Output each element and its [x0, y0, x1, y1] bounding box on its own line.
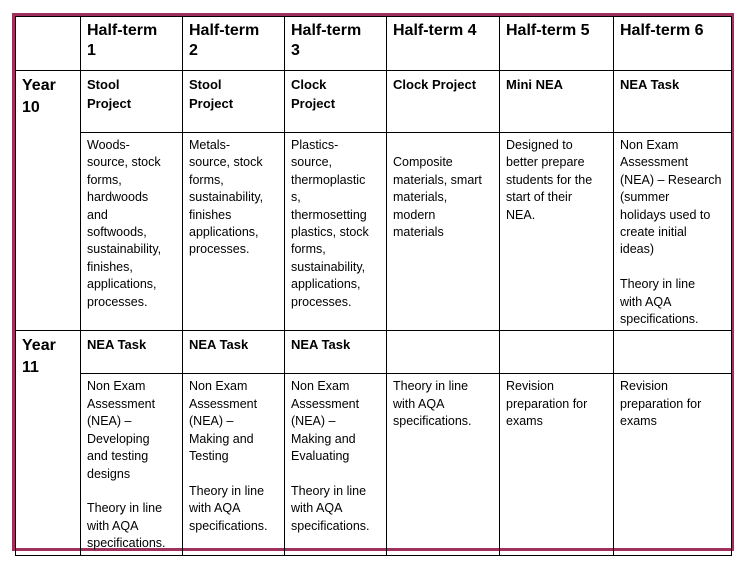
detail-cell: Revision preparation for exams	[614, 374, 732, 555]
project-cell	[614, 331, 732, 374]
detail-cell: Revision preparation for exams	[500, 374, 614, 555]
detail-cell: Woods- source, stock forms, hardwoods and softwoods, sustainability, finishes, applications, processes.	[81, 133, 183, 331]
detail-cell: Composite materials, smart materials, modern materials	[387, 133, 500, 331]
detail-cell: Plastics- source, thermoplastic s, thermosetting plastics, stock forms, sustainability, applications, processes.	[285, 133, 387, 331]
project-cell: NEA Task	[285, 331, 387, 374]
detail-cell: Non Exam Assessment (NEA) – Research (summer holidays used to create initial ideas) Theory in line with AQA specifications.	[614, 133, 732, 331]
year11-detail-row	[16, 374, 732, 555]
year10-project-row	[16, 71, 732, 133]
table-frame	[12, 13, 734, 551]
year-label: Year 11	[16, 331, 81, 555]
year11-project-row	[16, 331, 732, 374]
detail-cell: Designed to better prepare students for the start of their NEA.	[500, 133, 614, 331]
detail-cell: Metals- source, stock forms, sustainability, finishes applications, processes.	[183, 133, 285, 331]
project-cell: Stool Project	[81, 71, 183, 133]
detail-cell: Non Exam Assessment (NEA) – Developing and testing designs Theory in line with AQA specifications.	[81, 374, 183, 555]
header-cell: Half-term 3	[285, 17, 387, 71]
project-cell	[387, 331, 500, 374]
header-cell: Half-term 4	[387, 17, 500, 71]
header-cell: Half-term 5	[500, 17, 614, 71]
header-cell: Half-term 1	[81, 17, 183, 71]
project-cell: Clock Project	[387, 71, 500, 133]
curriculum-table	[15, 16, 732, 556]
project-cell: Clock Project	[285, 71, 387, 133]
project-cell: Stool Project	[183, 71, 285, 133]
corner-cell	[16, 17, 81, 71]
project-cell: NEA Task	[81, 331, 183, 374]
header-cell: Half-term 2	[183, 17, 285, 71]
detail-cell: Theory in line with AQA specifications.	[387, 374, 500, 555]
project-cell: NEA Task	[183, 331, 285, 374]
header-cell: Half-term 6	[614, 17, 732, 71]
detail-cell: Non Exam Assessment (NEA) – Making and Evaluating Theory in line with AQA specifications.	[285, 374, 387, 555]
project-cell	[500, 331, 614, 374]
project-cell: Mini NEA	[500, 71, 614, 133]
project-cell: NEA Task	[614, 71, 732, 133]
year-label: Year 10	[16, 71, 81, 331]
year10-detail-row	[16, 133, 732, 331]
detail-cell: Non Exam Assessment (NEA) – Making and Testing Theory in line with AQA specifications.	[183, 374, 285, 555]
header-row	[16, 17, 732, 71]
